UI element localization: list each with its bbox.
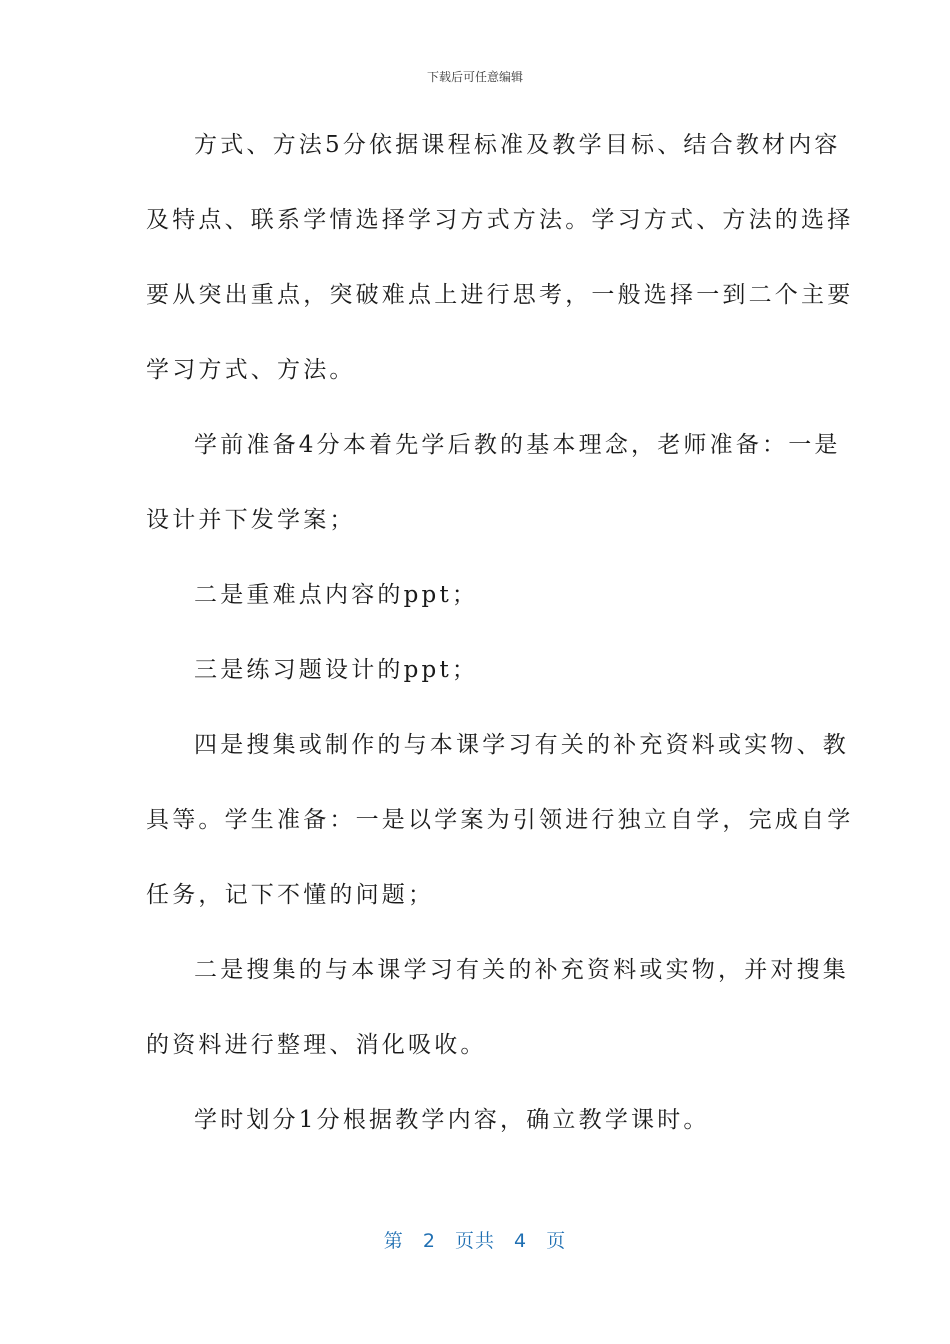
paragraph-line: 设计并下发学案； [146, 507, 356, 533]
paragraph-line: 具等。学生准备：一是以学案为引领进行独立自学，完成自学 [146, 807, 854, 833]
page-suffix: 页 [546, 1230, 567, 1252]
page-mid: 页共 [454, 1230, 495, 1252]
page-current: 2 [422, 1230, 436, 1252]
paragraph-line: 二是重难点内容的ppt； [194, 582, 479, 608]
paragraph-line: 三是练习题设计的ppt； [194, 657, 479, 683]
paragraph-line: 方式、方法5分依据课程标准及教学目标、结合教材内容 [194, 132, 841, 158]
page-total: 4 [514, 1230, 528, 1252]
page-number-footer [0, 1226, 950, 1253]
document-body [146, 126, 854, 1176]
paragraph-line: 学前准备4分本着先学后教的基本理念，老师准备：一是 [194, 432, 841, 458]
page-header-note: 下载后可任意编辑 [426, 70, 523, 84]
paragraph-line: 四是搜集或制作的与本课学习有关的补充资料或实物、教 [194, 732, 849, 758]
page-prefix: 第 [383, 1230, 404, 1252]
paragraph-line: 学习方式、方法。 [146, 357, 356, 383]
paragraph-line: 的资料进行整理、消化吸收。 [146, 1032, 487, 1058]
paragraph-line: 二是搜集的与本课学习有关的补充资料或实物，并对搜集 [194, 957, 849, 983]
paragraph-line: 要从突出重点，突破难点上进行思考，一般选择一到二个主要 [146, 282, 854, 308]
paragraph-line: 任务，记下不懂的问题； [146, 882, 435, 908]
paragraph-line: 及特点、联系学情选择学习方式方法。学习方式、方法的选择 [146, 207, 854, 233]
paragraph-line: 学时划分1分根据教学内容，确立教学课时。 [194, 1107, 710, 1133]
